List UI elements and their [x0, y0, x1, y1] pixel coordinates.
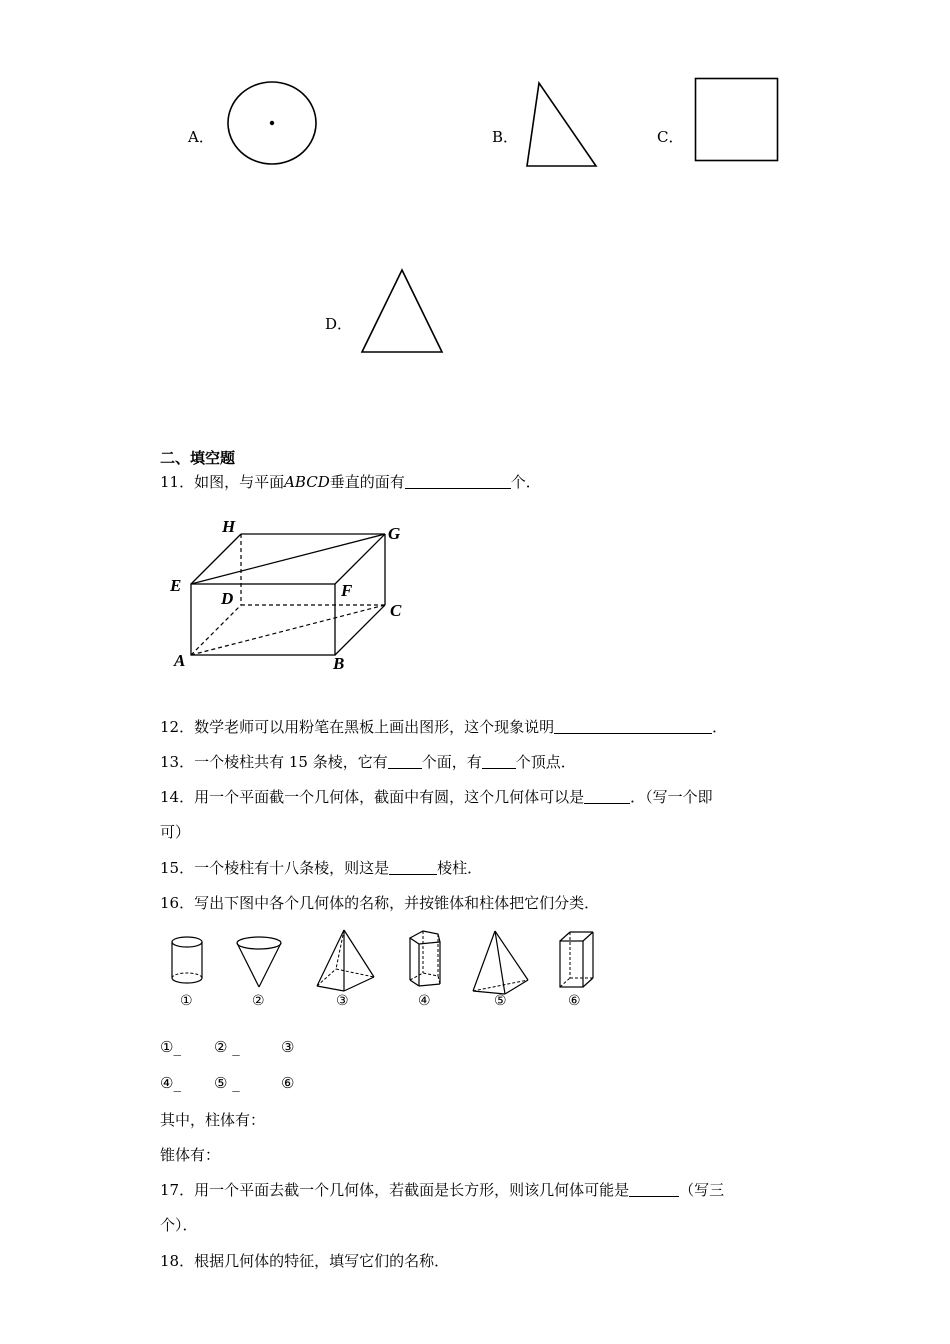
q15-suffix: 棱柱． [437, 859, 483, 877]
scalene-triangle-figure [524, 80, 600, 170]
pentagonal-prism-figure [410, 931, 440, 986]
question-15 [160, 858, 482, 878]
question-12 [160, 717, 727, 737]
equilateral-triangle-figure [359, 267, 445, 355]
answer-5[interactable]: ⑤ _ [214, 1074, 240, 1092]
q17-prefix: 17．用一个平面去截一个几何体，若截面是长方形，则该几何体可能是 [160, 1181, 630, 1199]
rectangular-prism-figure [560, 932, 593, 987]
answer-2[interactable]: ② _ [214, 1038, 240, 1056]
vertex-label-h: H [222, 517, 236, 536]
q12-answer-blank[interactable] [554, 719, 712, 734]
q11-middle: 垂直的面有 [329, 473, 405, 491]
question-14 [160, 787, 713, 807]
q13-suffix: 个顶点． [515, 753, 576, 771]
option-a-label: A． [188, 128, 214, 146]
question-18: 18．根据几何体的特征，填写它们的名称． [160, 1252, 450, 1270]
q17-suffix: （写三 [679, 1181, 725, 1199]
q11-suffix: 个． [510, 473, 541, 491]
question-11 [160, 472, 541, 492]
cone-figure [237, 937, 281, 987]
q11-prefix: 11．如图，与平面 [160, 473, 285, 491]
square-pyramid-figure [317, 930, 374, 991]
answer-4[interactable]: ④_ [160, 1074, 181, 1092]
option-c-label: C． [657, 128, 684, 146]
question-14-line2: 可） [160, 823, 191, 841]
q13-prefix: 13．一个棱柱共有 15 条棱，它有 [160, 753, 388, 771]
circle-figure [226, 80, 320, 166]
vertex-label-e: E [170, 576, 182, 595]
prism-category-label: 其中，柱体有： [160, 1111, 266, 1129]
question-17 [160, 1180, 724, 1200]
q14-answer-blank[interactable] [584, 789, 630, 804]
cylinder-figure [172, 937, 202, 983]
q12-prefix: 12．数学老师可以用粉笔在黑板上画出图形，这个现象说明 [160, 718, 555, 736]
question-16: 16．写出下图中各个几何体的名称，并按锥体和柱体把它们分类． [160, 894, 600, 912]
solid-number-6: ⑥ [568, 993, 581, 1009]
solid-number-4: ④ [418, 993, 431, 1009]
question-17-line2: 个）． [160, 1216, 198, 1234]
vertex-label-f: F [341, 581, 353, 600]
solid-number-5: ⑤ [494, 993, 507, 1009]
triangular-pyramid-figure [473, 931, 528, 994]
q14-prefix: 14．用一个平面截一个几何体，截面中有圆，这个几何体可以是 [160, 788, 585, 806]
cone-category-label: 锥体有： [160, 1146, 221, 1164]
option-b-label: B． [492, 128, 519, 146]
solid-number-2: ② [252, 993, 265, 1009]
vertex-label-b: B [333, 654, 345, 673]
vertex-label-c: C [390, 601, 402, 620]
cuboid-figure [165, 515, 415, 680]
answer-6[interactable]: ⑥ [281, 1074, 295, 1092]
q11-answer-blank[interactable] [405, 474, 511, 489]
q13-vertices-blank[interactable] [482, 754, 516, 769]
q12-suffix: ． [712, 718, 728, 736]
solids-figure [160, 928, 610, 1010]
answer-1[interactable]: ①_ [160, 1038, 181, 1056]
solid-number-3: ③ [336, 993, 349, 1009]
q17-answer-blank[interactable] [629, 1182, 679, 1197]
q11-plane-name: ABCD [284, 473, 330, 491]
q15-prefix: 15．一个棱柱有十八条棱，则这是 [160, 859, 390, 877]
vertex-label-a: A [174, 651, 186, 670]
q13-middle: 个面，有 [421, 753, 482, 771]
solid-number-1: ① [180, 993, 193, 1009]
answer-3[interactable]: ③ [281, 1038, 295, 1056]
square-figure [694, 77, 780, 163]
vertex-label-d: D [221, 589, 234, 608]
vertex-label-g: G [388, 524, 401, 543]
q13-faces-blank[interactable] [388, 754, 422, 769]
question-13 [160, 752, 576, 772]
section-title: 二、填空题 [160, 449, 236, 467]
q15-answer-blank[interactable] [389, 860, 437, 875]
q14-suffix: ．（写一个即 [630, 788, 713, 806]
option-d-label: D． [325, 315, 353, 333]
